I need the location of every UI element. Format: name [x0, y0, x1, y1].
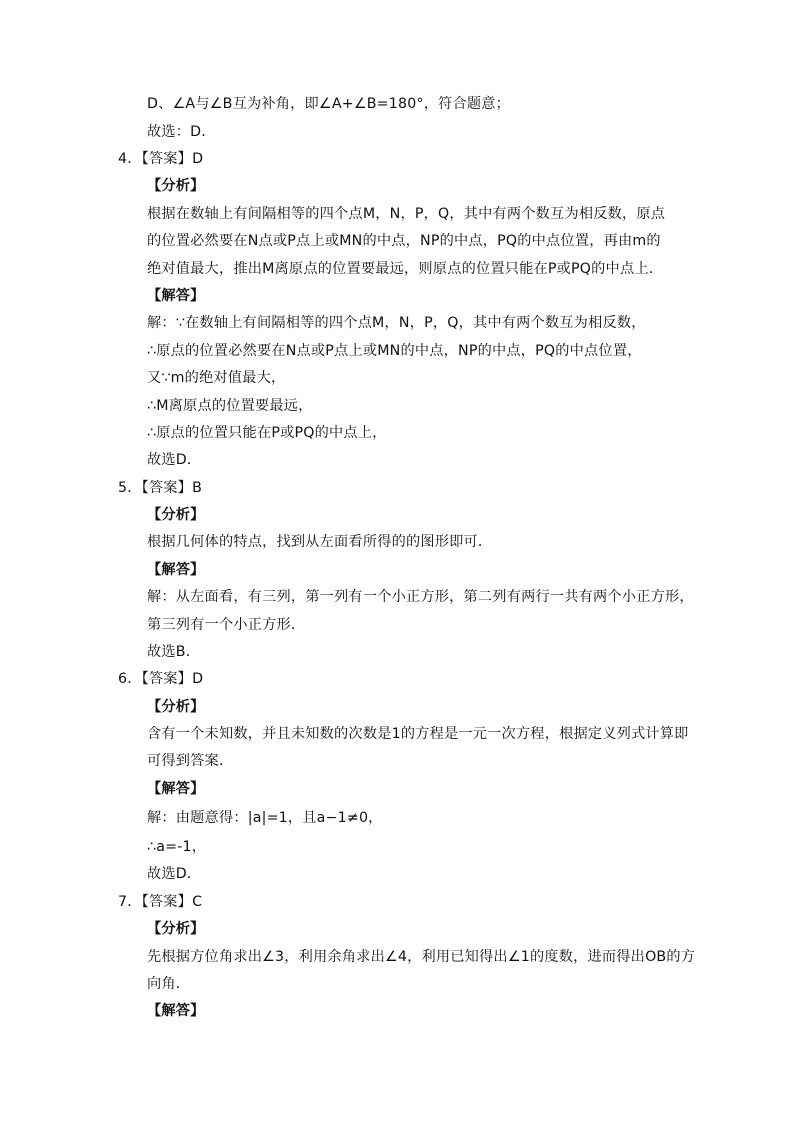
q6-solution-line-1: 解：由题意得：|a|=1，且a−1≠0， [147, 810, 383, 826]
q4-solution-line-4: ∴M离原点的位置要最远， [147, 398, 313, 414]
q5-solution-line-1: 解：从左面看，有三列，第一列有一个小正方形，第二列有两行一共有两个小正方形， [147, 589, 694, 605]
q4-answer-heading: 4．【答案】D [118, 151, 204, 167]
q6-solution-line-2: ∴a=-1， [147, 839, 207, 855]
q7-analysis-line-1: 先根据方位角求出∠3，利用余角求出∠4，利用已知得出∠1的度数，进而得出OB的方 [147, 949, 696, 965]
q7-answer-heading: 7．【答案】C [118, 894, 203, 910]
q4-analysis-label: 【分析】 [147, 178, 205, 194]
q4-solution-line-5: ∴原点的位置只能在P或PQ的中点上， [147, 425, 387, 441]
q7-analysis-line-2: 向角． [147, 976, 191, 992]
q4-analysis-line-2: 的位置必然要在N点或P点上或MN的中点，NP的中点，PQ的中点位置，再由m的 [147, 233, 661, 249]
q4-solution-line-2: ∴原点的位置必然要在N点或P点上或MN的中点，NP的中点，PQ的中点位置， [147, 343, 642, 359]
q7-solution-label: 【解答】 [147, 1003, 205, 1019]
q6-solution-line-3: 故选D． [147, 866, 202, 882]
q3-option-d: D、∠A与∠B互为补角，即∠A+∠B=180°，符合题意； [147, 96, 511, 112]
q6-analysis-label: 【分析】 [147, 699, 205, 715]
q4-solution-line-1: 解：∵在数轴上有间隔相等的四个点M，N，P，Q，其中有两个数互为相反数， [147, 315, 646, 331]
q4-solution-line-3: 又∵m的绝对值最大， [147, 370, 286, 386]
q6-analysis-line-2: 可得到答案． [147, 753, 234, 769]
q5-answer-heading: 5．【答案】B [118, 480, 202, 496]
q4-analysis-line-3: 绝对值最大，推出M离原点的位置要最远，则原点的位置只能在P或PQ的中点上． [147, 261, 664, 277]
q5-analysis-label: 【分析】 [147, 507, 205, 523]
q5-solution-line-3: 故选B． [147, 644, 201, 660]
q4-analysis-line-1: 根据在数轴上有间隔相等的四个点M，N，P，Q，其中有两个数互为相反数，原点 [147, 206, 666, 222]
q5-solution-line-2: 第三列有一个小正方形． [147, 617, 306, 633]
q4-solution-line-6: 故选D． [147, 452, 202, 468]
q4-solution-label: 【解答】 [147, 288, 205, 304]
q6-answer-heading: 6．【答案】D [118, 671, 204, 687]
q5-solution-label: 【解答】 [147, 562, 205, 578]
q5-analysis-line-1: 根据几何体的特点，找到从左面看所得的的图形即可． [147, 534, 493, 550]
q6-analysis-line-1: 含有一个未知数，并且未知数的次数是1的方程是一元一次方程，根据定义列式计算即 [147, 726, 689, 742]
q7-analysis-label: 【分析】 [147, 921, 205, 937]
q6-solution-label: 【解答】 [147, 781, 205, 797]
q3-conclusion: 故选：D． [147, 124, 216, 140]
